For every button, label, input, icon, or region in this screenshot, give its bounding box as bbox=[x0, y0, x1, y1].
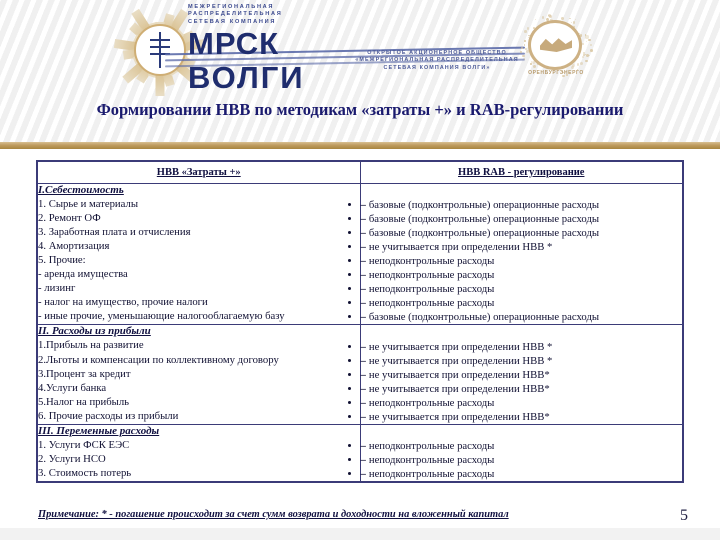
emblem-caption: ОРЕНБУРГЭНЕРГО bbox=[528, 70, 584, 76]
emblem-spray-dot bbox=[590, 49, 593, 52]
list-item bbox=[361, 354, 683, 368]
mapping-label: базовые (подконтрольные) операционные расходы bbox=[368, 311, 600, 324]
slide-header bbox=[0, 0, 720, 143]
emblem-spray-dot bbox=[524, 40, 526, 42]
mapping-label: неподконтрольные расходы bbox=[368, 468, 495, 481]
dash-bullet-icon: – bbox=[360, 240, 366, 253]
page-title: Формировании НВВ по методикам «затраты +» и RAB-регулировании bbox=[96, 100, 624, 119]
emblem-spray-dot bbox=[524, 58, 526, 60]
list-item bbox=[361, 382, 683, 396]
list-item: 2. Ремонт ОФ bbox=[38, 211, 101, 224]
mapping-label: неподконтрольные расходы bbox=[368, 454, 495, 467]
list-item bbox=[361, 240, 683, 254]
mapping-label: не учитывается при определении НВВ * bbox=[368, 340, 553, 353]
list-item bbox=[361, 396, 683, 410]
dash-bullet-icon: – bbox=[360, 354, 366, 367]
section-title: III. Переменные расходы bbox=[38, 425, 160, 438]
list-item: 3. Заработная плата и отчисления bbox=[38, 225, 191, 238]
section-title: II. Расходы из прибыли bbox=[38, 325, 151, 338]
dash-bullet-icon: – bbox=[360, 212, 366, 225]
list-item bbox=[361, 453, 683, 467]
dash-bullet-icon: – bbox=[360, 468, 366, 481]
gold-divider-bar bbox=[0, 142, 720, 149]
emblem-spray-dot bbox=[585, 60, 587, 62]
list-item: 4. Амортизация bbox=[38, 239, 110, 252]
emblem-spray-dot bbox=[521, 47, 524, 50]
emblem-spray-dot bbox=[535, 19, 536, 20]
list-item bbox=[361, 368, 683, 382]
list-item bbox=[361, 226, 683, 240]
dash-bullet-icon: – bbox=[360, 396, 366, 409]
emblem-spray-dot bbox=[582, 56, 584, 58]
table-header-cell-left bbox=[37, 161, 360, 183]
section-cell-left bbox=[37, 183, 360, 325]
mapping-label: не учитывается при определении НВВ* bbox=[368, 368, 550, 381]
emblem-spray-dot bbox=[572, 64, 575, 67]
list-item bbox=[361, 310, 683, 324]
list-item: 5.Налог на прибыль bbox=[38, 395, 130, 408]
emblem-spray-dot bbox=[588, 39, 590, 41]
table-header-cell-right bbox=[360, 161, 683, 183]
company-line-1: ОТКРЫТОЕ АКЦИОНЕРНОЕ ОБЩЕСТВО bbox=[367, 50, 507, 56]
table-row bbox=[37, 325, 683, 425]
list-item: 2.Льготы и компенсации по коллективному договору bbox=[38, 353, 279, 366]
list-item bbox=[361, 282, 683, 296]
section-item-list bbox=[38, 197, 360, 324]
emblem-spray-dot bbox=[520, 51, 522, 53]
emblem-spray-dot bbox=[575, 19, 577, 21]
dash-bullet-icon: – bbox=[360, 440, 366, 453]
list-item: 1. Услуги ФСК ЕЭС bbox=[38, 439, 130, 452]
emblem-spray-dot bbox=[561, 17, 564, 20]
brand-wordmark bbox=[188, 4, 305, 96]
mapping-label: не учитывается при определении НВВ* bbox=[368, 382, 550, 395]
brand-tagline-line-1: МЕЖРЕГИОНАЛЬНАЯ bbox=[188, 4, 275, 10]
mapping-label: неподконтрольные расходы bbox=[368, 396, 495, 409]
table-row bbox=[37, 425, 683, 483]
dash-bullet-icon: – bbox=[360, 454, 366, 467]
mapping-label: неподконтрольные расходы bbox=[368, 297, 495, 310]
list-item: 2. Услуги НСО bbox=[38, 453, 106, 466]
table-header-row bbox=[37, 161, 683, 183]
header-label-right: НВВ RAB - регулирование bbox=[458, 167, 585, 178]
mapping-label: неподконтрольные расходы bbox=[368, 254, 495, 267]
dash-bullet-icon: – bbox=[360, 283, 366, 296]
footer-strip bbox=[0, 528, 720, 540]
page-number: 5 bbox=[680, 507, 688, 524]
list-item: 3. Стоимость потерь bbox=[38, 467, 132, 480]
emblem-spray-dot bbox=[573, 21, 576, 24]
emblem-spray-dot bbox=[577, 63, 579, 65]
dash-bullet-icon: – bbox=[360, 269, 366, 282]
list-item: 6. Прочие расходы из прибыли bbox=[38, 409, 179, 422]
dash-bullet-icon: – bbox=[360, 226, 366, 239]
dash-bullet-icon: – bbox=[360, 368, 366, 381]
dash-bullet-icon: – bbox=[360, 340, 366, 353]
company-line-3: СЕТЕВАЯ КОМПАНИЯ ВОЛГИ» bbox=[383, 64, 491, 71]
mapping-label: неподконтрольные расходы bbox=[368, 440, 495, 453]
mapping-label: базовые (подконтрольные) операционные расходы bbox=[368, 198, 600, 211]
list-item: 4.Услуги банка bbox=[38, 381, 107, 394]
section-title: I.Себестоимость bbox=[38, 183, 124, 196]
list-item bbox=[361, 467, 683, 481]
dash-bullet-icon: – bbox=[360, 382, 366, 395]
brand-tagline-line-3: СЕТЕВАЯ КОМПАНИЯ bbox=[188, 18, 277, 25]
emblem-spray-dot bbox=[586, 41, 587, 42]
section-cell-left bbox=[37, 325, 360, 425]
section-item-list bbox=[38, 338, 360, 423]
brand-tagline-line-2: РАСПРЕДЕЛИТЕЛЬНАЯ bbox=[188, 11, 283, 18]
mapping-label: неподконтрольные расходы bbox=[368, 283, 495, 296]
list-item bbox=[361, 268, 683, 282]
emblem-spray-dot bbox=[527, 27, 529, 29]
emblem-spray-dot bbox=[580, 62, 583, 65]
emblem-spray-dot bbox=[524, 44, 525, 45]
footnote: Примечание: * - погашение происходит за счет сумм возврата и доходности на вложенный капитал bbox=[38, 509, 509, 520]
list-item: - иные прочие, уменьшающие налогооблагаемую базу bbox=[38, 310, 285, 323]
mapping-label: не учитывается при определении НВВ * bbox=[368, 240, 553, 253]
dash-bullet-icon: – bbox=[360, 198, 366, 211]
mapping-item-list bbox=[361, 325, 683, 424]
list-item: 1. Сырье и материалы bbox=[38, 197, 139, 210]
section-cell-right bbox=[360, 325, 683, 425]
mapping-item-list bbox=[361, 425, 683, 481]
emblem-spray-dot bbox=[542, 16, 545, 19]
emblem-spray-dot bbox=[525, 48, 527, 50]
list-item: - аренда имущества bbox=[38, 267, 128, 280]
company-line-2: «МЕЖРЕГИОНАЛЬНАЯ РАСПРЕДЕЛИТЕЛЬНАЯ bbox=[355, 57, 519, 64]
power-tower-icon bbox=[157, 32, 163, 68]
table-row bbox=[37, 183, 683, 325]
list-item bbox=[361, 410, 683, 424]
dash-bullet-icon: – bbox=[360, 297, 366, 310]
company-full-name bbox=[322, 50, 552, 72]
list-item bbox=[361, 296, 683, 310]
list-item bbox=[361, 439, 683, 453]
section-item-list bbox=[38, 438, 360, 480]
comparison-table bbox=[36, 160, 684, 483]
section-cell-right bbox=[360, 183, 683, 325]
brand-name-secondary: ВОЛГИ bbox=[188, 60, 305, 96]
mapping-label: неподконтрольные расходы bbox=[368, 269, 495, 282]
list-item bbox=[361, 198, 683, 212]
emblem-spray-dot bbox=[522, 55, 524, 57]
section-cell-right bbox=[360, 425, 683, 483]
dash-bullet-icon: – bbox=[360, 311, 366, 324]
mapping-label: не учитывается при определении НВВ* bbox=[368, 411, 550, 423]
mapping-label: базовые (подконтрольные) операционные расходы bbox=[368, 212, 600, 225]
dash-bullet-icon: – bbox=[360, 411, 366, 423]
header-label-left: НВВ «Затраты +» bbox=[156, 167, 241, 178]
list-item: - налог на имущество, прочие налоги bbox=[38, 296, 208, 309]
emblem-spray-dot bbox=[586, 54, 589, 57]
emblem-spray-dot bbox=[569, 18, 571, 20]
list-item: 3.Процент за кредит bbox=[38, 367, 131, 380]
mapping-label: базовые (подконтрольные) операционные расходы bbox=[368, 226, 600, 239]
list-item: 1.Прибыль на развитие bbox=[38, 339, 144, 352]
list-item: 5. Прочие: bbox=[38, 253, 86, 266]
list-item bbox=[361, 340, 683, 354]
dash-bullet-icon: – bbox=[360, 254, 366, 267]
section-cell-left bbox=[37, 425, 360, 483]
list-item bbox=[361, 254, 683, 268]
mapping-item-list bbox=[361, 184, 683, 325]
emblem-spray-dot bbox=[533, 65, 536, 68]
emblem-spray-dot bbox=[524, 30, 527, 33]
brand-name-primary: МРСК bbox=[188, 26, 280, 62]
list-item: - лизинг bbox=[38, 282, 76, 295]
orenburgenergo-emblem-icon bbox=[520, 18, 592, 84]
mapping-label: не учитывается при определении НВВ * bbox=[368, 354, 553, 367]
emblem-spray-dot bbox=[590, 44, 592, 46]
list-item bbox=[361, 212, 683, 226]
